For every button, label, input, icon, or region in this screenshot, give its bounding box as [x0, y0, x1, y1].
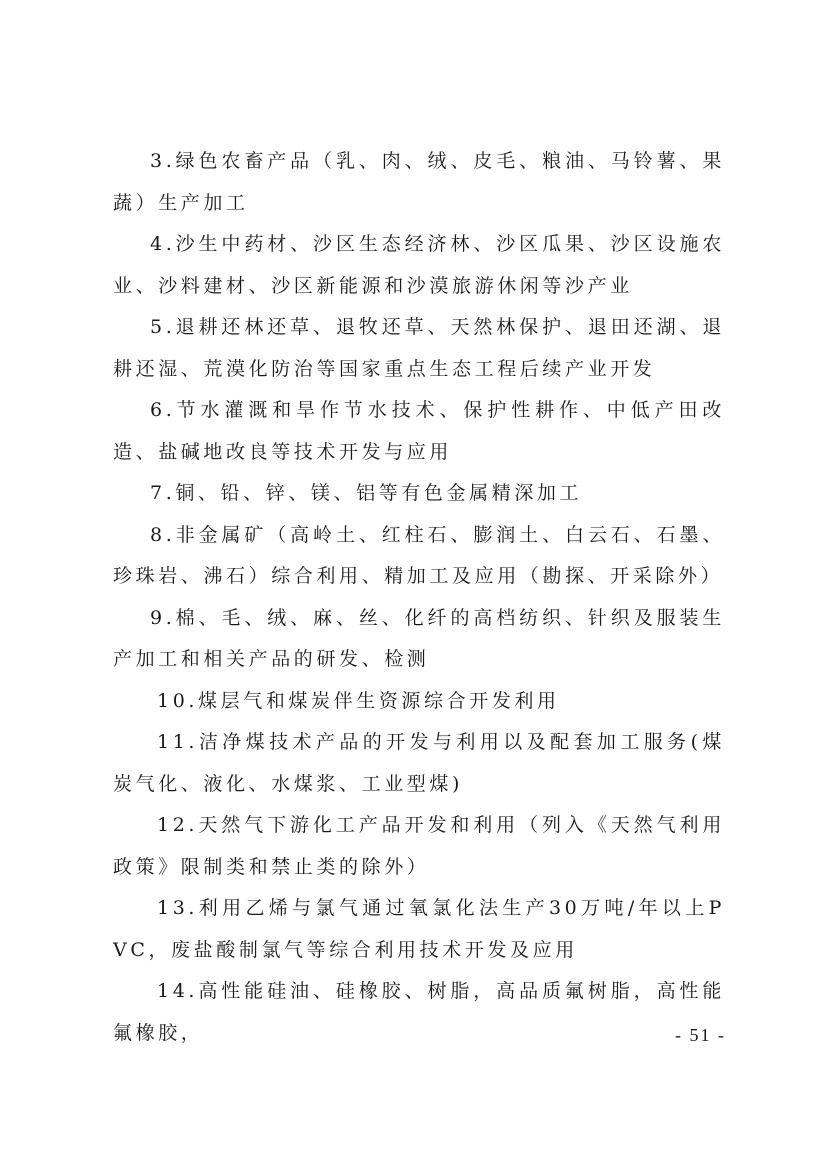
paragraph-item-5: 5.退耕还林还草、退牧还草、天然林保护、退田还湖、退耕还湿、荒漠化防治等国家重点生态工程后续产业开发 [113, 316, 725, 380]
paragraph-item-7: 7.铜、铅、锌、镁、铝等有色金属精深加工 [150, 482, 583, 504]
page-number: - 51 - [675, 1025, 726, 1045]
paragraph-item-8: 8.非金属矿（高岭土、红柱石、膨润土、白云石、石墨、珍珠岩、沸石）综合利用、精加工及应用（勘探、开采除外） [113, 523, 725, 587]
paragraph-item-13: 13.利用乙烯与氯气通过氧氯化法生产30万吨/年以上PVC，废盐酸制氯气等综合利用技术开发及应用 [113, 897, 725, 961]
paragraph-item-4: 4.沙生中药材、沙区生态经济林、沙区瓜果、沙区设施农业、沙料建材、沙区新能源和沙漠旅游休闲等沙产业 [113, 233, 725, 297]
paragraph-item-11: 11.洁净煤技术产品的开发与利用以及配套加工服务(煤炭气化、液化、水煤浆、工业型煤) [113, 731, 725, 795]
paragraph-item-9: 9.棉、毛、绒、麻、丝、化纤的高档纺织、针织及服装生产加工和相关产品的研发、检测 [113, 606, 725, 670]
paragraph-item-3: 3.绿色农畜产品（乳、肉、绒、皮毛、粮油、马铃薯、果蔬）生产加工 [113, 150, 725, 214]
document-body [113, 141, 725, 1054]
paragraph-item-12: 12.天然气下游化工产品开发和利用（列入《天然气利用政策》限制类和禁止类的除外） [113, 814, 725, 878]
paragraph-item-10: 10.煤层气和煤炭伴生资源综合开发利用 [157, 689, 560, 712]
paragraph-item-14: 14.高性能硅油、硅橡胶、树脂，高品质氟树脂，高性能氟橡胶， [113, 980, 725, 1044]
paragraph-item-6: 6.节水灌溉和旱作节水技术、保护性耕作、中低产田改造、盐碱地改良等技术开发与应用 [113, 399, 725, 463]
